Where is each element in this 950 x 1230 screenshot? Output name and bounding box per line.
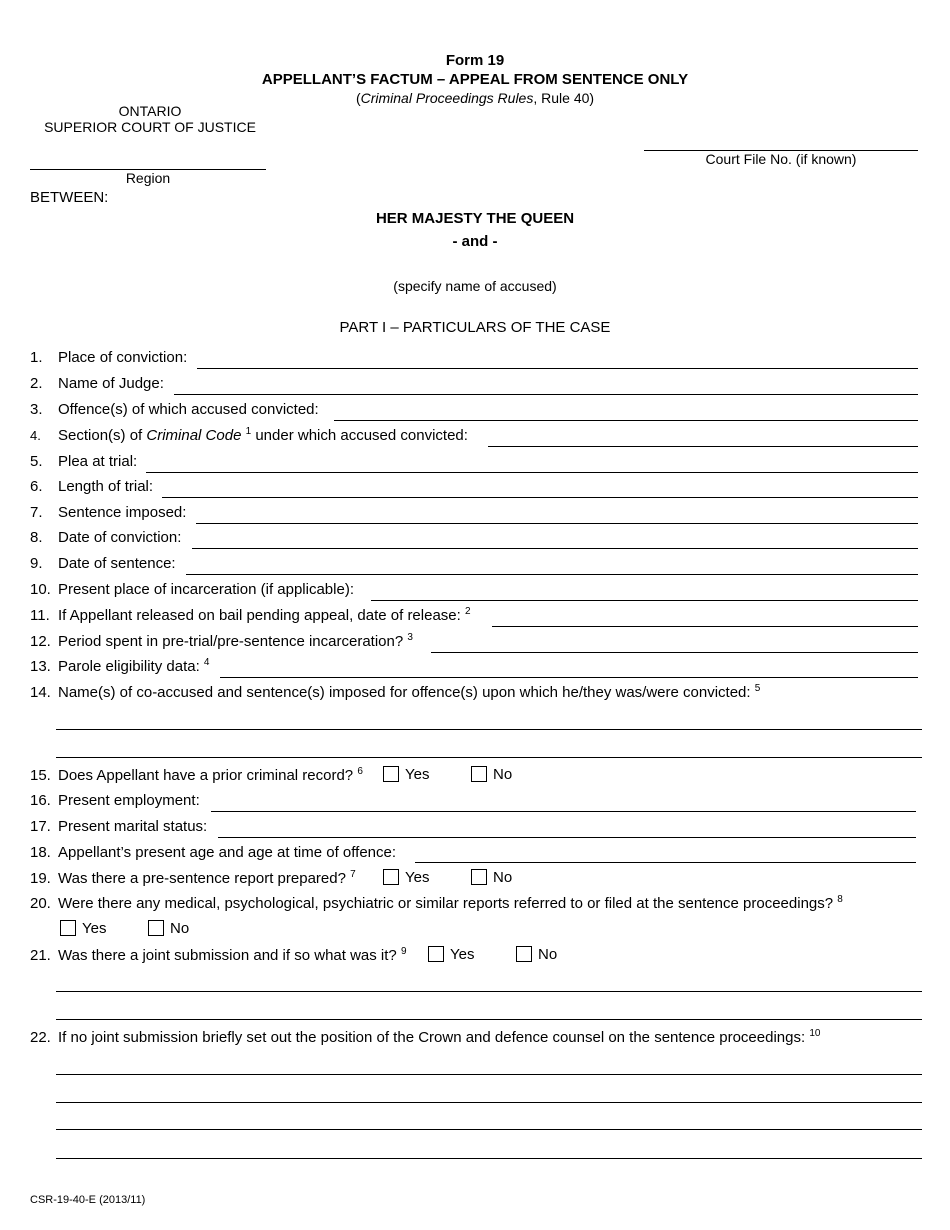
pretrial-incarceration-field[interactable] bbox=[431, 652, 918, 653]
item-number: 8. bbox=[30, 529, 43, 546]
province: ONTARIO bbox=[118, 103, 182, 119]
item-number: 9. bbox=[30, 555, 43, 572]
item-number: 12. bbox=[30, 633, 51, 650]
court-name: SUPERIOR COURT OF JUSTICE bbox=[44, 119, 256, 135]
date-of-conviction-field[interactable] bbox=[192, 548, 918, 549]
rules-name: Criminal Proceedings Rules bbox=[360, 90, 534, 106]
bail-release-date-label: If Appellant released on bail pending appeal, date of release: $^2$ bbox=[58, 606, 471, 624]
footnote-ref: 4 bbox=[203, 657, 210, 668]
parole-eligibility-field[interactable] bbox=[220, 677, 918, 678]
item-number: 11. bbox=[30, 607, 50, 624]
item-number: 20. bbox=[30, 895, 51, 912]
crown-defence-position-label: If no joint submission briefly set out the position of the Crown and defence counsel on the sentence proceedings: $^{10}$ bbox=[58, 1028, 821, 1046]
item-number: 15. bbox=[30, 767, 51, 784]
checkbox-icon[interactable] bbox=[428, 946, 444, 962]
position-field-line-3[interactable] bbox=[56, 1129, 922, 1130]
pre-sentence-report-no[interactable]: No bbox=[471, 869, 512, 886]
item-number: 1. bbox=[30, 349, 43, 366]
marital-status-label: Present marital status: bbox=[58, 818, 208, 835]
length-of-trial-field[interactable] bbox=[162, 497, 918, 498]
employment-label: Present employment: bbox=[58, 792, 200, 809]
checkbox-icon[interactable] bbox=[383, 766, 399, 782]
position-field-line-4[interactable] bbox=[56, 1158, 922, 1159]
between-label: BETWEEN: bbox=[30, 189, 109, 206]
date-of-sentence-label: Date of sentence: bbox=[58, 555, 176, 572]
footnote-ref: 10 bbox=[809, 1028, 821, 1039]
accused-name-label: (specify name of accused) bbox=[393, 278, 557, 294]
prior-record-no[interactable]: No bbox=[471, 766, 512, 783]
place-of-conviction-label: Place of conviction: bbox=[58, 349, 188, 366]
item-number: 2. bbox=[30, 375, 43, 392]
and-separator: - and - bbox=[452, 233, 498, 250]
form-number: Form 19 bbox=[445, 52, 505, 69]
length-of-trial-label: Length of trial: bbox=[58, 478, 154, 495]
item-number: 22. bbox=[30, 1029, 51, 1046]
co-accused-field-line-1[interactable] bbox=[56, 729, 922, 730]
appellant-age-field[interactable] bbox=[415, 862, 916, 863]
footnote-ref: 7 bbox=[350, 869, 356, 880]
court-file-label: Court File No. (if known) bbox=[705, 151, 857, 167]
footnote-ref: 1 bbox=[245, 426, 252, 437]
footnote-ref: 8 bbox=[837, 894, 843, 905]
region-label: Region bbox=[125, 170, 171, 186]
item-number: 4. bbox=[30, 428, 41, 443]
checkbox-icon[interactable] bbox=[471, 869, 487, 885]
checkbox-icon[interactable] bbox=[60, 920, 76, 936]
position-field-line-1[interactable] bbox=[56, 1074, 922, 1075]
plea-at-trial-field[interactable] bbox=[146, 472, 918, 473]
joint-submission-no[interactable]: No bbox=[516, 946, 557, 963]
form-code: CSR-19-40-E (2013/11) bbox=[30, 1194, 146, 1206]
item-number: 7. bbox=[30, 504, 43, 521]
checkbox-icon[interactable] bbox=[383, 869, 399, 885]
joint-submission-field-line-2[interactable] bbox=[56, 1019, 922, 1020]
sentence-imposed-field[interactable] bbox=[196, 523, 918, 524]
footnote-ref: 6 bbox=[357, 766, 363, 777]
position-field-line-2[interactable] bbox=[56, 1102, 922, 1103]
item-number: 17. bbox=[30, 818, 51, 835]
marital-status-field[interactable] bbox=[218, 837, 916, 838]
offences-field[interactable] bbox=[334, 420, 918, 421]
medical-reports-yes[interactable]: Yes bbox=[60, 920, 106, 937]
bail-release-date-field[interactable] bbox=[492, 626, 918, 627]
joint-submission-label: Was there a joint submission and if so what was it? $^9$ bbox=[58, 946, 407, 964]
item-number: 18. bbox=[30, 844, 51, 861]
item-number: 14. bbox=[30, 684, 51, 701]
item-number: 13. bbox=[30, 658, 51, 675]
crown-party: HER MAJESTY THE QUEEN bbox=[375, 210, 575, 227]
item-number: 6. bbox=[30, 478, 43, 495]
item-number: 3. bbox=[30, 401, 43, 418]
rule-reference: (Criminal Proceedings Rules, Rule 40) bbox=[355, 90, 595, 106]
criminal-code-sections-label: Section(s) of Criminal Code $^1$ under which accused convicted: bbox=[58, 426, 468, 444]
name-of-judge-field[interactable] bbox=[174, 394, 918, 395]
item-number: 19. bbox=[30, 870, 51, 887]
date-of-sentence-field[interactable] bbox=[186, 574, 918, 575]
name-of-judge-label: Name of Judge: bbox=[58, 375, 164, 392]
footnote-ref: 3 bbox=[407, 632, 413, 643]
form-title: APPELLANT’S FACTUM – APPEAL FROM SENTENCE ONLY bbox=[261, 71, 689, 88]
co-accused-field-line-2[interactable] bbox=[56, 757, 922, 758]
date-of-conviction-label: Date of conviction: bbox=[58, 529, 182, 546]
checkbox-icon[interactable] bbox=[516, 946, 532, 962]
checkbox-icon[interactable] bbox=[148, 920, 164, 936]
medical-reports-label: Were there any medical, psychological, psychiatric or similar reports referred to or filed at the sentence proceedings? $^8$ bbox=[58, 894, 843, 912]
footnote-ref: 2 bbox=[464, 606, 471, 617]
joint-submission-field-line-1[interactable] bbox=[56, 991, 922, 992]
criminal-code-sections-field[interactable] bbox=[488, 446, 918, 447]
joint-submission-yes[interactable]: Yes bbox=[428, 946, 474, 963]
incarceration-place-field[interactable] bbox=[371, 600, 918, 601]
employment-field[interactable] bbox=[211, 811, 916, 812]
item-number: 16. bbox=[30, 792, 51, 809]
pre-sentence-report-yes[interactable]: Yes bbox=[383, 869, 429, 886]
medical-reports-no[interactable]: No bbox=[148, 920, 189, 937]
footnote-ref: 9 bbox=[400, 946, 407, 957]
offences-label: Offence(s) of which accused convicted: bbox=[58, 401, 319, 418]
prior-record-yes[interactable]: Yes bbox=[383, 766, 429, 783]
appellant-age-label: Appellant’s present age and age at time of offence: bbox=[58, 844, 397, 861]
item-number: 21. bbox=[30, 947, 51, 964]
place-of-conviction-field[interactable] bbox=[197, 368, 918, 369]
parole-eligibility-label: Parole eligibility data: $^4$ bbox=[58, 657, 210, 675]
item-number: 10. bbox=[30, 581, 51, 598]
pre-sentence-report-label: Was there a pre-sentence report prepared? $^7$ bbox=[58, 869, 356, 887]
footnote-ref: 5 bbox=[754, 683, 761, 694]
pretrial-incarceration-label: Period spent in pre-trial/pre-sentence incarceration? $^3$ bbox=[58, 632, 413, 650]
sentence-imposed-label: Sentence imposed: bbox=[58, 504, 187, 521]
incarceration-place-label: Present place of incarceration (if applicable): bbox=[58, 581, 354, 598]
plea-at-trial-label: Plea at trial: bbox=[58, 453, 138, 470]
checkbox-icon[interactable] bbox=[471, 766, 487, 782]
item-number: 5. bbox=[30, 453, 43, 470]
co-accused-label: Name(s) of co-accused and sentence(s) imposed for offence(s) upon which he/they was/were convicted: $^5$ bbox=[58, 683, 761, 701]
prior-record-label: Does Appellant have a prior criminal record? $^6$ bbox=[58, 766, 363, 784]
part-title: PART I – PARTICULARS OF THE CASE bbox=[339, 319, 611, 336]
